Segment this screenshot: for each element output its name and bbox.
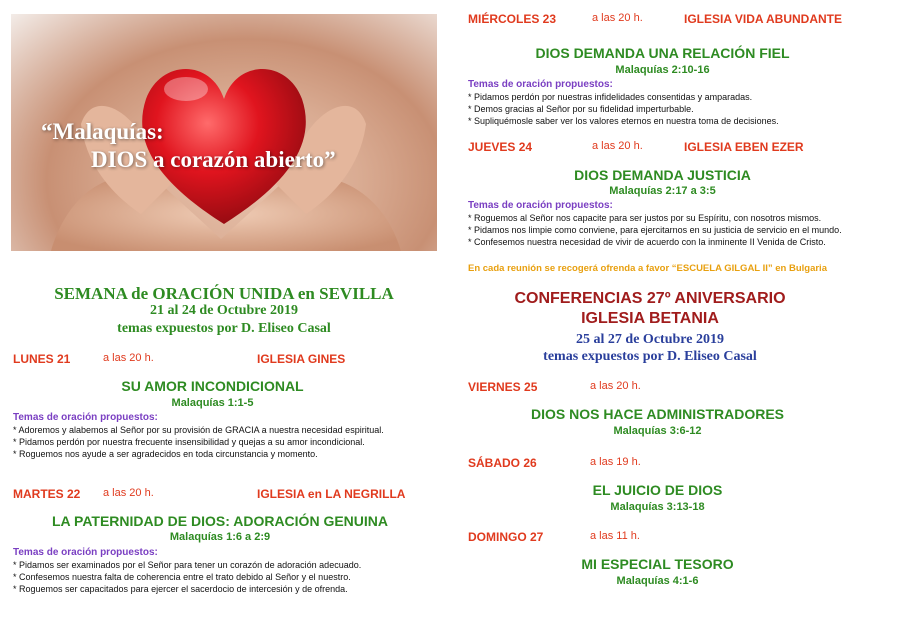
day-label-sabado: SÁBADO 26 xyxy=(468,456,537,470)
time-miercoles: a las 20 h. xyxy=(592,12,643,24)
theme-viernes: DIOS NOS HACE ADMINISTRADORES xyxy=(530,406,785,422)
ref-miercoles: Malaquías 2:10-16 xyxy=(615,64,710,76)
theme-miercoles: DIOS DEMANDA UNA RELACIÓN FIEL xyxy=(535,45,790,61)
list-item: * Roguemos nos ayude a ser agradecidos en toda circunstancia y momento. xyxy=(13,449,318,459)
church-miercoles: IGLESIA VIDA ABUNDANTE xyxy=(684,12,843,26)
bullets-martes xyxy=(13,559,438,595)
list-item: * Roguemos ser capacitados para ejercer el sacerdocio de intercesión y de ofrenda. xyxy=(13,584,348,594)
list-item: * Confesemos nuestra falta de coherencia entre el trato debido al Señor y el nuestro. xyxy=(13,572,351,582)
ofrenda-note: En cada reunión se recogerá ofrenda a favor “ESCUELA GILGAL II” en Bulgaria xyxy=(468,263,827,274)
temas-heading-miercoles: Temas de oración propuestos: xyxy=(468,79,613,90)
ref-viernes: Malaquías 3:6-12 xyxy=(613,425,702,437)
bullets-lunes xyxy=(13,424,438,460)
day-label-martes: MARTES 22 xyxy=(13,487,81,501)
hero-title-line2: DIOS a corazón abierto” xyxy=(91,147,336,172)
temas-heading-jueves: Temas de oración propuestos: xyxy=(468,200,613,211)
list-item: * Roguemos al Señor nos capacite para ser justos por su Espíritu, con nosotros mismos. xyxy=(468,213,822,223)
list-item: * Pidamos ser examinados por el Señor para tener un corazón de adoración adecuado. xyxy=(13,560,362,570)
bullets-miercoles xyxy=(468,91,893,127)
conferencias-speaker: temas expuestos por D. Eliseo Casal xyxy=(543,349,757,364)
hero-title xyxy=(41,118,336,174)
theme-martes: LA PATERNIDAD DE DIOS: ADORACIÓN GENUINA xyxy=(52,513,388,529)
ref-domingo: Malaquías 4:1-6 xyxy=(616,575,699,587)
semana-speaker: temas expuestos por D. Eliseo Casal xyxy=(117,321,331,336)
list-item: * Supliquémosle saber ver los valores eternos en nuestra toma de decisiones. xyxy=(468,116,779,126)
bullets-jueves xyxy=(468,212,898,248)
ref-lunes: Malaquías 1:1-5 xyxy=(171,397,254,409)
day-label-viernes: VIERNES 25 xyxy=(468,380,538,394)
list-item: * Demos gracias al Señor por su fidelidad imperturbable. xyxy=(468,104,694,114)
conferencias-title: CONFERENCIAS 27º ANIVERSARIO xyxy=(514,290,786,307)
day-label-domingo: DOMINGO 27 xyxy=(468,530,544,544)
theme-domingo: MI ESPECIAL TESORO xyxy=(581,556,734,572)
time-jueves: a las 20 h. xyxy=(592,140,643,152)
time-sabado: a las 19 h. xyxy=(590,456,641,468)
hero-title-line1: “Malaquías: xyxy=(41,119,164,144)
day-label-jueves: JUEVES 24 xyxy=(468,140,533,154)
hero-image xyxy=(11,14,437,251)
list-item: * Confesemos nuestra necesidad de vivir de acuerdo con la inminente II Venida de Cristo. xyxy=(468,237,826,247)
time-domingo: a las 11 h. xyxy=(590,530,640,542)
ref-sabado: Malaquías 3:13-18 xyxy=(610,501,705,513)
temas-heading-lunes: Temas de oración propuestos: xyxy=(13,412,158,423)
list-item: * Pidamos perdón por nuestra frecuente insensibilidad y quejas a su amor incondicional. xyxy=(13,437,365,447)
time-lunes: a las 20 h. xyxy=(103,352,154,364)
ref-martes: Malaquías 1:6 a 2:9 xyxy=(169,531,271,543)
day-label-miercoles: MIÉRCOLES 23 xyxy=(468,12,557,26)
list-item: * Pidamos perdón por nuestras infidelidades consentidas y amparadas. xyxy=(468,92,753,102)
ref-jueves: Malaquías 2:17 a 3:5 xyxy=(609,185,716,197)
conferencias-dates: 25 al 27 de Octubre 2019 xyxy=(576,332,724,347)
church-jueves: IGLESIA EBEN EZER xyxy=(684,140,804,154)
theme-lunes: SU AMOR INCONDICIONAL xyxy=(121,378,304,394)
semana-title: SEMANA de ORACIÓN UNIDA en SEVILLA xyxy=(54,284,394,303)
day-label-lunes: LUNES 21 xyxy=(13,352,71,366)
church-lunes: IGLESIA GINES xyxy=(257,352,346,366)
theme-jueves: DIOS DEMANDA JUSTICIA xyxy=(574,167,751,183)
time-martes: a las 20 h. xyxy=(103,487,154,499)
list-item: * Adoremos y alabemos al Señor por su provisión de GRACIA a nuestra necesidad espiritual. xyxy=(13,425,384,435)
temas-heading-martes: Temas de oración propuestos: xyxy=(13,547,158,558)
church-martes: IGLESIA en LA NEGRILLA xyxy=(257,487,406,501)
list-item: * Pidamos nos limpie como conviene, para ejercitarnos en su justicia de servicio en el mundo. xyxy=(468,225,842,235)
time-viernes: a las 20 h. xyxy=(590,380,641,392)
semana-dates: 21 al 24 de Octubre 2019 xyxy=(150,303,298,318)
conferencias-church: IGLESIA BETANIA xyxy=(581,310,719,327)
theme-sabado: EL JUICIO DE DIOS xyxy=(592,482,723,498)
